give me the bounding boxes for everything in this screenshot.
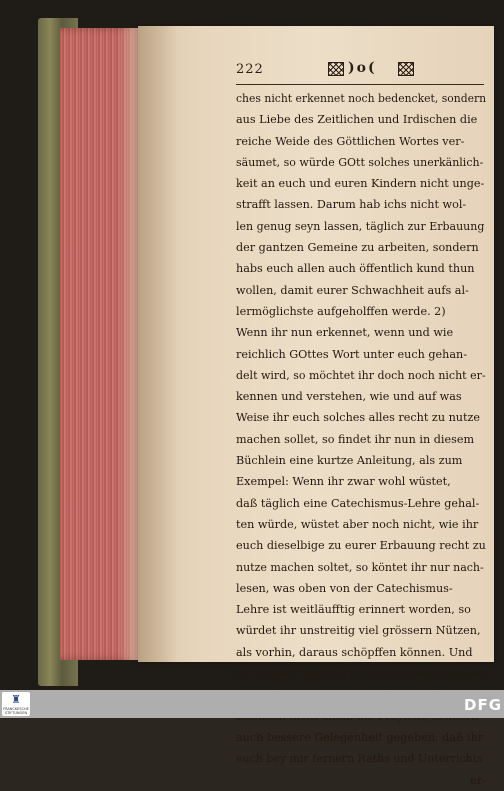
text-line: lesen, was oben von der Catechismus-	[236, 581, 453, 595]
text-line: nutze machen soltet, so köntet ihr nur nach-	[236, 560, 484, 574]
text-line: Wenn ihr nun erkennet, wenn und wie	[236, 326, 454, 340]
text-line: euch dieselbige zu eurer Erbauung recht zu	[236, 539, 486, 553]
text-line: reiche Weide des Göttlichen Wortes ver-	[236, 134, 465, 148]
text-line: ches nicht erkennet noch bedencket, sondern	[236, 92, 486, 105]
tower-icon: ♜	[11, 693, 21, 706]
text-line: euch bey mir fernern Raths und Unterrichts	[236, 752, 483, 766]
text-line: säumet, so würde GOtt solches unerkänlich-	[236, 155, 484, 169]
text-line: daß täglich eine Catechismus-Lehre gehal-	[236, 496, 480, 510]
page-number: 222	[236, 62, 264, 77]
text-line: wollen, damit eurer Schwachheit aufs al-	[236, 283, 469, 297]
ornament-left-icon	[328, 62, 344, 76]
text-line: als vorhin, daraus schöpffen können. Und	[236, 645, 473, 659]
dfg-logo[interactable]: DFG	[464, 696, 503, 714]
text-line: Lehre ist weitläufftig erinnert worden, so	[236, 603, 471, 617]
franckesche-logo-text: FRANCKESCHE STIFTUNGEN	[3, 707, 29, 715]
text-line: Büchlein eine kurtze Anleitung, als zum	[236, 454, 463, 468]
text-line: delt wird, so möchtet ihr doch noch nicht er-	[236, 368, 486, 382]
text-line: habs euch allen auch öffentlich kund thun	[236, 262, 475, 276]
footer-bar	[0, 690, 504, 718]
body-text	[236, 88, 486, 791]
text-line: aus Liebe des Zeitlichen und Irdischen die	[236, 113, 478, 127]
text-line: Exempel: Wenn ihr zwar wohl wüstet,	[236, 475, 451, 489]
text-line: würdet ihr unstreitig viel grössern Nützen,	[236, 624, 481, 638]
ornament-right-icon	[398, 62, 414, 76]
header-mark: )o(	[348, 60, 377, 76]
gutter-shadow	[138, 26, 178, 662]
text-line: lermöglichste aufgeholffen werde. 2)	[236, 304, 446, 318]
text-line: machen sollet, so findet ihr nun in diesem	[236, 432, 475, 446]
text-line: ten würde, wüstet aber noch nicht, wie ihr	[236, 517, 479, 531]
text-line: so ihr denn auch 3) euch noch nicht in alles	[236, 667, 485, 681]
text-line: der gantzen Gemeine zu arbeiten, sondern	[236, 241, 479, 255]
header-rule	[236, 84, 484, 85]
text-line: keit an euch und euren Kindern nicht unge-	[236, 177, 485, 191]
text-line: reichlich GOttes Wort unter euch gehan-	[236, 347, 468, 361]
text-line: kennen und verstehen, wie und auf was	[236, 390, 462, 404]
text-line: auch bessere Gelegenheit gegeben, daß ihr	[236, 730, 484, 744]
text-line: len genug seyn lassen, täglich zur Erbauung	[236, 219, 485, 233]
text-line: Weise ihr euch solches alles recht zu nutze	[236, 411, 480, 425]
text-line: er-	[470, 773, 486, 787]
page-header	[236, 60, 484, 82]
text-line: strafft lassen. Darum hab ichs nicht wol-	[236, 198, 467, 212]
